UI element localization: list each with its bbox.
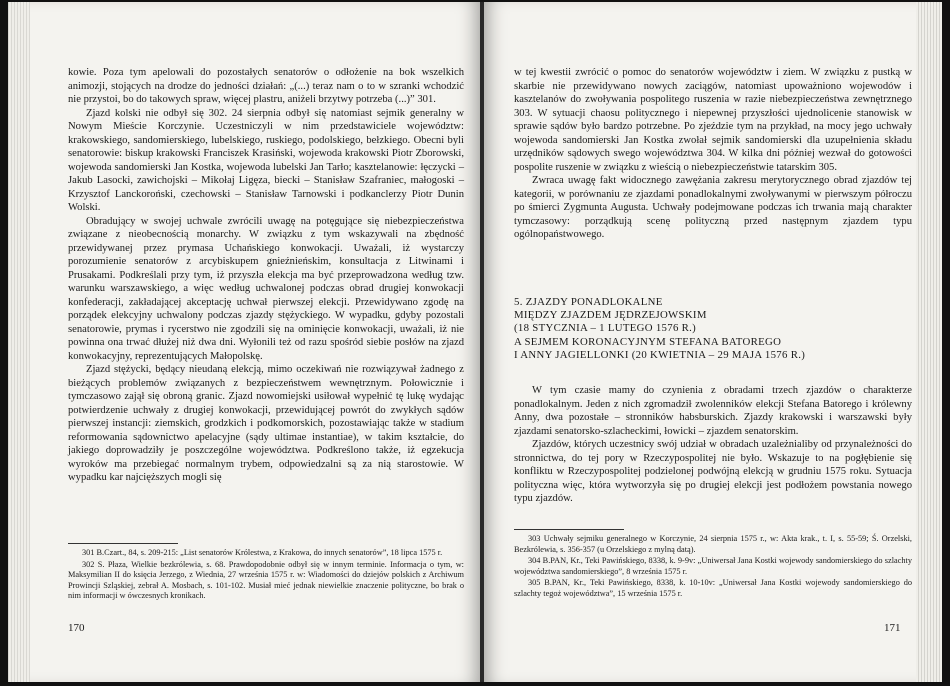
right-body-text-bottom xyxy=(514,384,912,506)
footnote: 304 B.PAN, Kr., Teki Pawińskiego, 8338, k. 9-9v: „Uniwersał Jana Kostki wojewody sandomierskiego do szlachty województwa sandomierskiego”, 8 września 1575 r. xyxy=(514,556,912,576)
paragraph: W tym czasie mamy do czynienia z obradami trzech zjazdów o charakterze ponadlokalnym. Jeden z nich zgromadził zwolenników elekcji Stefana Batorego i królewny Anny, dwa pozostałe – stronników habsburskich. Zjazdy krakowski i warszawski były zjazdami senatorsko-szlacheckimi, łowicki – zjazdem senatorskim. xyxy=(514,385,912,437)
paragraph: Zjazd stężycki, będący nieudaną elekcją, mimo oczekiwań nie rozwiązywał żadnego z bieżących problemów związanych z bezpieczeństwem wewnętrznym. Połowicznie i tymczasowo zajął się obroną granic. Zjazd nowomiejski usiłował wypełnić tę lukę wydając potwierdzenie uchwały z drugiej konwokacji, przewidującej powrót do zwykłych sądów pierwszej instancji: ziemskich, grodzkich i podkomorskich, pozostawiając także w stadium reformowania sądownictwo apelacyjne (sądy ultimae instantiae), w takim kształcie, do jakiego doprowadziły je poszczególne województwa. Podkreślono także, iż egzekucja wyroków ma przebiegać normalnym trybem, odpowiedzalni są za nią starostowie. W wypadku kar najcięższych mogli się xyxy=(68,364,464,483)
footnote: 303 Uchwały sejmiku generalnego w Korczynie, 24 sierpnia 1575 r., w: Akta krak., t. I, s. 55-59; Ś. Orzelski, Bezkrólewia, s. 356-357 (u Orzelskiego z mylną datą). xyxy=(514,534,912,554)
heading-line: MIĘDZY ZJAZDEM JĘDRZEJOWSKIM xyxy=(514,309,707,322)
section-heading xyxy=(514,296,914,362)
footnote-rule xyxy=(514,529,624,530)
paragraph: w tej kwestii zwrócić o pomoc do senatorów województw i ziem. W związku z pustką w skarbie nie przewidywano nowych zaciągów, natomiast upoważniono wojewodów i kasztelanów do zwoływania pospolitego ruszenia w razie niebezpieczeństwa zewnętrznego 303. W sytuacji chaosu politycznego i niepewnej przyszłości ujednolicenie stanowisk w sprawie sądów było bardzo potrzebne. Po zjeździe tym na przykład, na mocy jego uchwały wojewoda sandomierski Jan Kostka zwołał sejmik sandomierski dla uzupełnienia składu urzędników sądowych swego województwa 304. W kilka dni później wezwał do gotowości pospolite ruszenie w związku z wieścią o niebezpieczeństwie tatarskim 305. xyxy=(514,67,912,173)
footnote: 305 B.PAN, Kr., Teki Pawińskiego, 8338, k. 10-10v: „Uniwersał Jana Kostki wojewody sandomierskiego do szlachty tegoż województwa”, 15 września 1575 r. xyxy=(514,578,912,598)
footnote: 301 B.Czart., 84, s. 209-215: „List senatorów Królestwa, z Krakowa, do innych senatorów”, 18 lipca 1575 r. xyxy=(82,548,443,557)
heading-line: A SEJMEM KORONACYJNYM STEFANA BATOREGO xyxy=(514,335,782,348)
footnote-rule xyxy=(68,543,178,544)
left-body-text xyxy=(68,66,464,485)
paragraph: Obradujący w swojej uchwale zwrócili uwagę na potęgujące się niebezpieczeństwa związane z nieobecnością monarchy. W związku z tym wskazywali na zbędność przewidywanej przez prymasa Uchańskiego konwokacji. Uważali, iż wystarczy porozumienie senatorów z arcybiskupem gnieźnieńskim, konsultacja z Litwinami i Prusakami. Podkreślali przy tym, iż przyszła elekcja ma być przeprowadzona według tzw. warunku warszawskiego, a więc według uchwalonej podczas obrad drugiej konwokacji konfederacji, zakładającej akceptację uchwał pierwszej elekcji. Przewidywano zgodę na porządek elekcyjny uchwalony podczas zjazdy stężyckiego. W wypadku, gdyby pozostali senatorowie, prymas i rycerstwo nie zgodzili się na ominięcie konwokacji, uważali, iż nie powinna ona trwać dłużej niż dwa dni. Wyłonili też od razu spośród siebie posłów na zjazd konwokacyjny, reprezentujących Małopolskę. xyxy=(68,215,464,362)
right-body-text-top xyxy=(514,66,912,242)
paragraph: Zjazdów, których uczestnicy swój udział w obradach uzależnialiby od przynależności do stronnictwa, do tej pory w Rzeczypospolitej nie było. Wskazuje to na pogłębienie się konfliktu w Rzeczypospolitej podzielonej podwójną elekcją w grudniu 1575 roku. Sytuacja polityczna więc, która wytworzyła się po drugiej elekcji jest podłożem powstania nowego typu zjazdów. xyxy=(514,439,912,504)
paragraph: Zjazd kolski nie odbył się 302. 24 sierpnia odbył się natomiast sejmik generalny w Nowym Mieście Korczynie. Uczestniczyli w nim przedstawiciele województw: krakowskiego, sandomierskiego, lubelskiego, ruskiego, podolskiego, bełzkiego. Obecni byli senatorowie: biskup krakowski Franciszek Krasiński, wojewoda krakowski Piotr Zborowski, wojewoda sandomierski Jan Kostka, wojewoda lubelski Jan Tarło; kasztelanowie: łęczycki – Jakub Lasocki, zawichojski – Mikołaj Ligęza, biecki – Stanisław Szafraniec, małogoski – Krzysztof Lanckoroński, czechowski – Stanisław Tarnowski i podkanclerzy Piotr Dunin Wolski. xyxy=(68,107,464,213)
right-page xyxy=(484,2,942,682)
page-edges-left xyxy=(8,2,30,682)
left-page xyxy=(8,2,480,682)
paragraph: kowie. Poza tym apelowali do pozostałych senatorów o odłożenie na bok wszelkich animozji, stojących na drodze do jedności działań: „(...) teraz nam o to w szranki wchodzić nie przystoi, bo do takowych spraw, więcej plastru, aniżeli brzytwy potrzeba (...)” 301. xyxy=(68,67,464,105)
page-edges-right xyxy=(916,2,942,682)
footnote: 302 S. Płaza, Wielkie bezkrólewia, s. 68. Prawdopodobnie odbył się w innym terminie. Informacja o tym, w: Maksymilian II do księcia Jerzego, z Wiednia, 27 września 1575 r. w: Wiadomości do dziejów polskich z Archiwum Prowincji Szląskiej, zebrał A. Mosbach, s. 101-102. Musiał mieć jednak niewielkie znaczenie polityczne, bo brak o nim informacji w ówczesnych kronikach. xyxy=(68,559,464,601)
heading-line: 5. ZJAZDY PONADLOKALNE xyxy=(514,296,663,308)
right-footnotes xyxy=(514,534,912,601)
left-footnotes xyxy=(68,548,464,603)
page-number: 170 xyxy=(68,622,85,634)
heading-line: I ANNY JAGIELLONKI (20 KWIETNIA – 29 MAJA 1576 R.) xyxy=(514,348,806,361)
heading-line: (18 STYCZNIA – 1 LUTEGO 1576 R.) xyxy=(514,322,697,335)
book-spread xyxy=(8,2,942,682)
paragraph: Zwraca uwagę fakt widocznego zawężania zakresu merytorycznego obrad zjazdów tej kategorii, w porównaniu ze zjazdami ponadlokalnymi zwoływanymi w pierwszym półroczu po śmierci Zygmunta Augusta. Uchwały podejmowane podczas ich trwania mają charakter tymczasowy: porządkują scenę polityczną przed następnym zjazdem typu ogólnopaństwowego. xyxy=(514,175,912,240)
page-number: 171 xyxy=(884,622,901,634)
